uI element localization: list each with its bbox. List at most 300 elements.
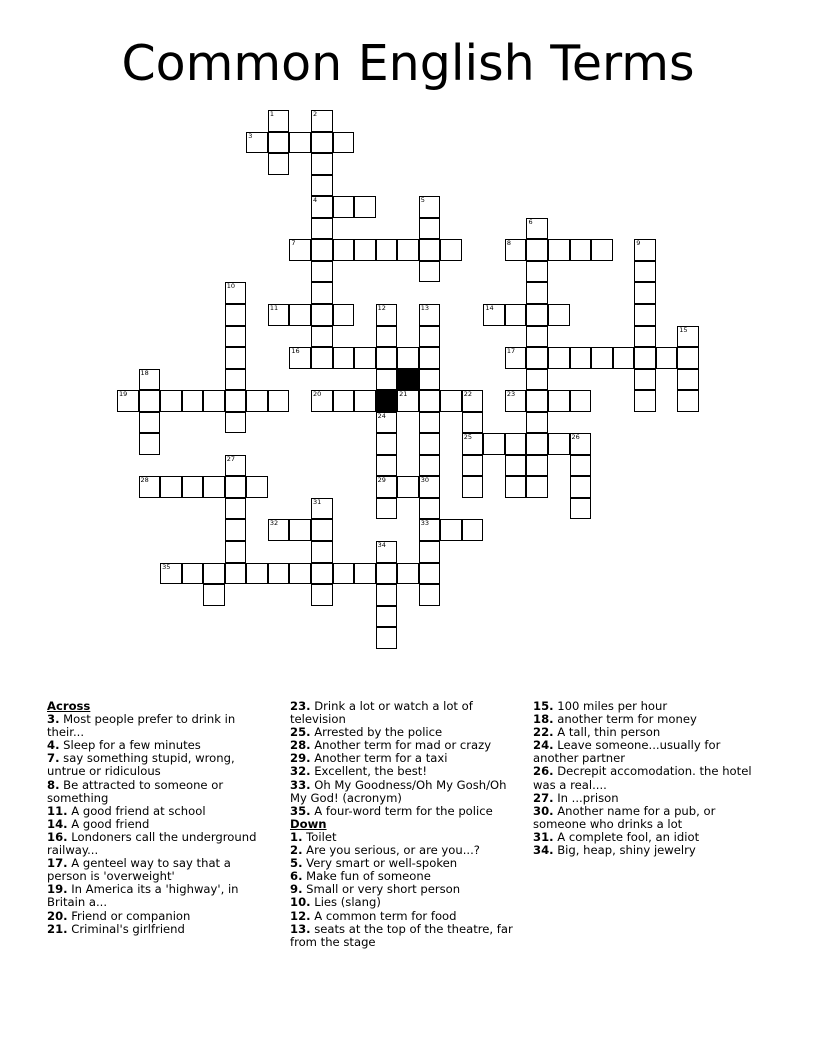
clue-number: 27 bbox=[226, 454, 236, 463]
clue-item bbox=[47, 883, 272, 909]
grid-cell[interactable] bbox=[419, 412, 441, 434]
clue-item-number: 35. bbox=[290, 803, 311, 818]
clue-number: 15 bbox=[679, 325, 688, 334]
grid-cell[interactable] bbox=[419, 239, 441, 261]
grid-cell[interactable] bbox=[268, 110, 290, 132]
grid-cell[interactable] bbox=[634, 347, 656, 369]
grid-cell[interactable] bbox=[311, 261, 333, 283]
grid-cell[interactable] bbox=[311, 282, 333, 304]
grid-cell[interactable] bbox=[397, 239, 419, 261]
grid-cell[interactable] bbox=[268, 153, 290, 175]
clue-item bbox=[290, 923, 523, 949]
puzzle-title: Common English Terms bbox=[121, 35, 695, 92]
clue-item-number: 1. bbox=[290, 829, 303, 844]
clue-item-text: Friend or companion bbox=[67, 908, 191, 923]
clue-item-number: 25. bbox=[290, 725, 311, 740]
clue-item-text: Another name for a pub, or someone who drinks a lot bbox=[533, 803, 716, 831]
grid-cell[interactable] bbox=[225, 282, 247, 304]
grid-cell[interactable] bbox=[311, 153, 333, 175]
clue-number: 4 bbox=[312, 196, 318, 205]
grid-cell[interactable] bbox=[246, 476, 268, 498]
clues-column-1 bbox=[47, 700, 272, 936]
clue-number: 5 bbox=[420, 196, 425, 205]
clue-item bbox=[47, 923, 272, 936]
clue-number: 28 bbox=[140, 476, 149, 485]
clue-item bbox=[533, 844, 763, 857]
clue-item-number: 23. bbox=[290, 699, 311, 713]
clue-number: 17 bbox=[506, 347, 516, 356]
grid-cell[interactable] bbox=[505, 239, 527, 261]
grid-cell[interactable] bbox=[526, 218, 548, 240]
grid-cell[interactable] bbox=[268, 132, 290, 154]
grid-cell[interactable] bbox=[160, 476, 182, 498]
grid-cell[interactable] bbox=[570, 498, 592, 520]
grid-cell[interactable] bbox=[289, 132, 311, 154]
clue-item-text: Criminal's girlfriend bbox=[67, 921, 185, 936]
grid-cell[interactable] bbox=[376, 498, 398, 520]
clue-item-number: 8. bbox=[47, 777, 60, 792]
grid-cell[interactable] bbox=[354, 239, 376, 261]
grid-cell[interactable] bbox=[246, 563, 268, 585]
clue-item-text: Drink a lot or watch a lot of television bbox=[290, 699, 473, 727]
grid-cell[interactable] bbox=[634, 261, 656, 283]
grid-cell[interactable] bbox=[376, 347, 398, 369]
clue-item bbox=[533, 765, 763, 791]
clue-item bbox=[290, 805, 523, 818]
grid-cell[interactable] bbox=[333, 132, 355, 154]
grid-cell[interactable] bbox=[225, 455, 247, 477]
grid-cell[interactable] bbox=[289, 304, 311, 326]
grid-cell[interactable] bbox=[526, 326, 548, 348]
grid-cell[interactable] bbox=[419, 196, 441, 218]
grid-cell[interactable] bbox=[225, 519, 247, 541]
grid-cell[interactable] bbox=[289, 563, 311, 585]
grid-cell[interactable] bbox=[225, 412, 247, 434]
grid-cell[interactable] bbox=[354, 196, 376, 218]
clue-number: 25 bbox=[463, 433, 473, 442]
grid-cell[interactable] bbox=[311, 304, 333, 326]
grid-cell[interactable] bbox=[289, 239, 311, 261]
grid-cell[interactable] bbox=[268, 390, 290, 412]
grid-cell[interactable] bbox=[203, 390, 225, 412]
grid-cell[interactable] bbox=[397, 390, 419, 412]
grid-cell[interactable] bbox=[333, 347, 355, 369]
clue-item-text: Arrested by the police bbox=[310, 725, 443, 740]
clue-item-text: Toilet bbox=[302, 829, 337, 844]
grid-cell[interactable] bbox=[419, 347, 441, 369]
grid-cell[interactable] bbox=[419, 369, 441, 391]
grid-cell[interactable] bbox=[548, 304, 570, 326]
grid-cell[interactable] bbox=[311, 498, 333, 520]
grid-cell[interactable] bbox=[526, 347, 548, 369]
clue-item-number: 24. bbox=[533, 738, 554, 753]
grid-cell[interactable] bbox=[268, 563, 290, 585]
grid-cell[interactable] bbox=[160, 563, 182, 585]
clue-item-number: 5. bbox=[290, 856, 303, 871]
black-cell bbox=[376, 390, 398, 412]
grid-cell[interactable] bbox=[139, 412, 161, 434]
grid-cell[interactable] bbox=[376, 433, 398, 455]
clue-item-text: another term for money bbox=[553, 712, 697, 727]
grid-cell[interactable] bbox=[376, 476, 398, 498]
clue-number: 26 bbox=[571, 433, 580, 442]
grid-cell[interactable] bbox=[634, 239, 656, 261]
grid-cell[interactable] bbox=[483, 304, 505, 326]
grid-cell[interactable] bbox=[139, 433, 161, 455]
grid-cell[interactable] bbox=[526, 455, 548, 477]
grid-cell[interactable] bbox=[225, 326, 247, 348]
clue-item-text: Another term for a taxi bbox=[310, 751, 448, 766]
grid-cell[interactable] bbox=[397, 347, 419, 369]
clue-item-number: 30. bbox=[533, 803, 554, 818]
grid-cell[interactable] bbox=[548, 390, 570, 412]
clue-section-heading: Across bbox=[47, 699, 91, 713]
grid-cell[interactable] bbox=[505, 433, 527, 455]
clue-number: 11 bbox=[269, 303, 279, 312]
grid-cell[interactable] bbox=[376, 606, 398, 628]
grid-cell[interactable] bbox=[634, 369, 656, 391]
clue-item-text: Decrepit accomodation. the hotel was a real.... bbox=[533, 764, 752, 792]
grid-cell[interactable] bbox=[354, 563, 376, 585]
clue-item-text: Leave someone...usually for another partner bbox=[533, 738, 721, 766]
clue-item-text: A good friend bbox=[67, 816, 150, 831]
clue-section-heading: Down bbox=[290, 816, 327, 831]
grid-cell[interactable] bbox=[311, 175, 333, 197]
clue-number: 21 bbox=[399, 390, 408, 399]
clue-item-number: 21. bbox=[47, 921, 68, 936]
grid-cell[interactable] bbox=[225, 369, 247, 391]
clue-item-number: 27. bbox=[533, 790, 554, 805]
clue-item-number: 14. bbox=[47, 816, 68, 831]
clue-item-number: 20. bbox=[47, 908, 68, 923]
grid-cell[interactable] bbox=[376, 541, 398, 563]
grid-cell[interactable] bbox=[225, 347, 247, 369]
grid-cell[interactable] bbox=[376, 369, 398, 391]
grid-cell[interactable] bbox=[311, 239, 333, 261]
grid-cell[interactable] bbox=[354, 390, 376, 412]
grid-cell[interactable] bbox=[376, 412, 398, 434]
clue-item bbox=[290, 700, 523, 726]
grid-cell[interactable] bbox=[419, 304, 441, 326]
grid-cell[interactable] bbox=[333, 390, 355, 412]
clue-number: 16 bbox=[291, 347, 300, 356]
clue-item-text: say something stupid, wrong, untrue or ridiculous bbox=[47, 751, 235, 779]
clue-item-text: In America its a 'highway', in Britain a... bbox=[47, 882, 239, 910]
clue-item-text: seats at the top of the theatre, far from the stage bbox=[290, 921, 513, 949]
grid-cell[interactable] bbox=[440, 519, 462, 541]
grid-cell[interactable] bbox=[548, 239, 570, 261]
clue-item-number: 34. bbox=[533, 843, 554, 858]
grid-cell[interactable] bbox=[505, 390, 527, 412]
grid-cell[interactable] bbox=[677, 326, 699, 348]
clue-number: 10 bbox=[226, 282, 236, 291]
grid-cell[interactable] bbox=[419, 541, 441, 563]
clue-item-number: 7. bbox=[47, 751, 60, 766]
grid-cell[interactable] bbox=[225, 390, 247, 412]
clue-item-text: Oh My Goodness/Oh My Gosh/Oh My God! (acronym) bbox=[290, 777, 507, 805]
clue-item bbox=[290, 779, 523, 805]
grid-cell[interactable] bbox=[397, 563, 419, 585]
grid-cell[interactable] bbox=[440, 390, 462, 412]
grid-cell[interactable] bbox=[591, 239, 613, 261]
clues-column-3 bbox=[533, 700, 763, 857]
clue-item-number: 28. bbox=[290, 738, 311, 753]
clue-number: 20 bbox=[312, 390, 322, 399]
clue-item bbox=[533, 739, 763, 765]
clue-item-number: 18. bbox=[533, 712, 554, 727]
grid-cell[interactable] bbox=[311, 563, 333, 585]
grid-cell[interactable] bbox=[483, 433, 505, 455]
clue-item-number: 12. bbox=[290, 908, 311, 923]
grid-cell[interactable] bbox=[311, 347, 333, 369]
clue-item-number: 15. bbox=[533, 699, 554, 713]
clue-item-text: Very smart or well-spoken bbox=[302, 856, 458, 871]
grid-cell[interactable] bbox=[419, 390, 441, 412]
clue-item bbox=[533, 805, 763, 831]
clue-item-text: Be attracted to someone or something bbox=[47, 777, 224, 805]
clue-item bbox=[47, 713, 272, 739]
grid-cell[interactable] bbox=[526, 304, 548, 326]
clue-item-number: 11. bbox=[47, 803, 68, 818]
clues-column-2 bbox=[290, 700, 523, 949]
grid-cell[interactable] bbox=[246, 390, 268, 412]
clue-number: 19 bbox=[119, 390, 128, 399]
clue-number: 6 bbox=[528, 217, 533, 226]
grid-cell[interactable] bbox=[246, 132, 268, 154]
grid-cell[interactable] bbox=[311, 390, 333, 412]
clue-item-number: 9. bbox=[290, 882, 303, 897]
clue-item-text: A complete fool, an idiot bbox=[553, 829, 700, 844]
clue-item-number: 2. bbox=[290, 843, 303, 858]
clue-item-text: A tall, thin person bbox=[553, 725, 661, 740]
grid-cell[interactable] bbox=[505, 347, 527, 369]
grid-cell[interactable] bbox=[311, 519, 333, 541]
grid-cell[interactable] bbox=[311, 541, 333, 563]
grid-cell[interactable] bbox=[117, 390, 139, 412]
grid-cell[interactable] bbox=[570, 433, 592, 455]
grid-cell[interactable] bbox=[311, 110, 333, 132]
grid-cell[interactable] bbox=[376, 304, 398, 326]
grid-cell[interactable] bbox=[656, 347, 678, 369]
clue-item-number: 16. bbox=[47, 829, 68, 844]
clue-item-number: 17. bbox=[47, 856, 68, 871]
clue-item bbox=[47, 779, 272, 805]
clue-number: 18 bbox=[140, 368, 149, 377]
grid-cell[interactable] bbox=[419, 433, 441, 455]
grid-cell[interactable] bbox=[462, 476, 484, 498]
grid-cell[interactable] bbox=[462, 412, 484, 434]
grid-cell[interactable] bbox=[419, 584, 441, 606]
grid-cell[interactable] bbox=[570, 476, 592, 498]
grid-cell[interactable] bbox=[311, 132, 333, 154]
grid-cell[interactable] bbox=[591, 347, 613, 369]
clue-number: 22 bbox=[463, 390, 473, 399]
grid-cell[interactable] bbox=[268, 519, 290, 541]
clue-number: 31 bbox=[312, 497, 322, 506]
grid-cell[interactable] bbox=[440, 239, 462, 261]
grid-cell[interactable] bbox=[311, 584, 333, 606]
grid-cell[interactable] bbox=[203, 584, 225, 606]
grid-cell[interactable] bbox=[225, 304, 247, 326]
grid-cell[interactable] bbox=[376, 239, 398, 261]
clue-number: 34 bbox=[377, 541, 386, 549]
grid-cell[interactable] bbox=[613, 347, 635, 369]
grid-cell[interactable] bbox=[311, 196, 333, 218]
grid-cell[interactable] bbox=[182, 563, 204, 585]
grid-cell[interactable] bbox=[182, 390, 204, 412]
grid-cell[interactable] bbox=[526, 476, 548, 498]
grid-cell[interactable] bbox=[333, 563, 355, 585]
grid-cell[interactable] bbox=[311, 326, 333, 348]
clue-item-number: 13. bbox=[290, 921, 311, 936]
grid-cell[interactable] bbox=[333, 196, 355, 218]
grid-cell[interactable] bbox=[376, 326, 398, 348]
grid-cell[interactable] bbox=[677, 390, 699, 412]
clue-number: 23 bbox=[506, 390, 516, 399]
grid-cell[interactable] bbox=[419, 519, 441, 541]
grid-cell[interactable] bbox=[203, 563, 225, 585]
clue-item-number: 19. bbox=[47, 882, 68, 897]
clue-item-number: 32. bbox=[290, 764, 311, 779]
grid-cell[interactable] bbox=[139, 390, 161, 412]
grid-cell[interactable] bbox=[634, 282, 656, 304]
clue-item-number: 26. bbox=[533, 764, 554, 779]
black-cell bbox=[397, 369, 419, 391]
grid-cell[interactable] bbox=[462, 519, 484, 541]
clue-item-text: Are you serious, or are you...? bbox=[302, 843, 480, 858]
clue-number: 3 bbox=[248, 131, 253, 140]
clue-number: 14 bbox=[485, 303, 494, 312]
grid-cell[interactable] bbox=[376, 627, 398, 649]
grid-cell[interactable] bbox=[203, 476, 225, 498]
clue-item-number: 3. bbox=[47, 712, 60, 727]
grid-cell[interactable] bbox=[505, 476, 527, 498]
grid-cell[interactable] bbox=[419, 563, 441, 585]
clue-item-text: A common term for food bbox=[310, 908, 457, 923]
grid-cell[interactable] bbox=[462, 390, 484, 412]
grid-cell[interactable] bbox=[570, 455, 592, 477]
grid-cell[interactable] bbox=[570, 390, 592, 412]
clue-number: 2 bbox=[312, 110, 318, 118]
clue-item bbox=[47, 857, 272, 883]
clue-item-text: A four-word term for the police bbox=[310, 803, 493, 818]
grid-cell[interactable] bbox=[570, 239, 592, 261]
clue-item-number: 4. bbox=[47, 738, 60, 753]
grid-cell[interactable] bbox=[333, 239, 355, 261]
clue-item-text: Make fun of someone bbox=[302, 869, 431, 884]
grid-cell[interactable] bbox=[419, 476, 441, 498]
grid-cell[interactable] bbox=[268, 304, 290, 326]
grid-cell[interactable] bbox=[419, 326, 441, 348]
grid-cell[interactable] bbox=[505, 455, 527, 477]
clue-item-text: A good friend at school bbox=[67, 803, 206, 818]
grid-cell[interactable] bbox=[634, 390, 656, 412]
grid-cell[interactable] bbox=[526, 412, 548, 434]
grid-cell[interactable] bbox=[397, 476, 419, 498]
clue-number: 33 bbox=[420, 519, 429, 528]
grid-cell[interactable] bbox=[225, 476, 247, 498]
clue-item-text: Lies (slang) bbox=[310, 895, 381, 910]
grid-cell[interactable] bbox=[225, 541, 247, 563]
grid-cell[interactable] bbox=[333, 304, 355, 326]
clue-item-text: In ...prison bbox=[553, 790, 619, 805]
grid-cell[interactable] bbox=[354, 347, 376, 369]
grid-cell[interactable] bbox=[570, 347, 592, 369]
clue-item-text: Another term for mad or crazy bbox=[310, 738, 492, 753]
grid-cell[interactable] bbox=[548, 433, 570, 455]
clue-number: 29 bbox=[377, 476, 386, 485]
grid-cell[interactable] bbox=[462, 455, 484, 477]
clue-item-text: 100 miles per hour bbox=[553, 699, 668, 713]
grid-cell[interactable] bbox=[677, 369, 699, 391]
grid-cell[interactable] bbox=[526, 282, 548, 304]
grid-cell[interactable] bbox=[289, 519, 311, 541]
grid-cell[interactable] bbox=[376, 563, 398, 585]
grid-cell[interactable] bbox=[419, 455, 441, 477]
grid-cell[interactable] bbox=[182, 476, 204, 498]
grid-cell[interactable] bbox=[677, 347, 699, 369]
clue-item-number: 10. bbox=[290, 895, 311, 910]
clue-number: 32 bbox=[269, 519, 279, 528]
grid-cell[interactable] bbox=[225, 563, 247, 585]
grid-cell[interactable] bbox=[289, 347, 311, 369]
clue-number: 13 bbox=[420, 303, 429, 312]
clue-number: 24 bbox=[377, 411, 386, 420]
grid-cell[interactable] bbox=[376, 584, 398, 606]
grid-cell[interactable] bbox=[419, 218, 441, 240]
clue-item-number: 33. bbox=[290, 777, 311, 792]
clue-item-text: Excellent, the best! bbox=[310, 764, 427, 779]
clue-item-text: Most people prefer to drink in their... bbox=[47, 712, 236, 740]
clue-item-text: Big, heap, shiny jewelry bbox=[553, 843, 696, 858]
clue-number: 8 bbox=[506, 239, 512, 248]
grid-cell[interactable] bbox=[160, 390, 182, 412]
clue-item-number: 22. bbox=[533, 725, 554, 740]
grid-cell[interactable] bbox=[634, 304, 656, 326]
clue-item-number: 31. bbox=[533, 829, 554, 844]
clue-item-text: A genteel way to say that a person is 'overweight' bbox=[47, 856, 231, 884]
clue-item bbox=[47, 752, 272, 778]
clue-number: 7 bbox=[291, 239, 296, 248]
grid-cell[interactable] bbox=[376, 455, 398, 477]
clue-number: 9 bbox=[636, 239, 641, 248]
clue-number: 12 bbox=[377, 303, 386, 312]
grid-cell[interactable] bbox=[634, 326, 656, 348]
grid-cell[interactable] bbox=[548, 347, 570, 369]
grid-cell[interactable] bbox=[311, 218, 333, 240]
clue-item-text: Sleep for a few minutes bbox=[59, 738, 201, 753]
clue-item-number: 29. bbox=[290, 751, 311, 766]
clue-number: 35 bbox=[162, 562, 171, 571]
grid-cell[interactable] bbox=[526, 239, 548, 261]
grid-cell[interactable] bbox=[419, 498, 441, 520]
grid-cell[interactable] bbox=[462, 433, 484, 455]
clue-item-text: Londoners call the underground railway... bbox=[47, 829, 257, 858]
grid-cell[interactable] bbox=[419, 261, 441, 283]
grid-cell[interactable] bbox=[225, 498, 247, 520]
clue-item bbox=[47, 831, 272, 857]
clue-item-number: 6. bbox=[290, 869, 303, 884]
grid-cell[interactable] bbox=[139, 476, 161, 498]
grid-cell[interactable] bbox=[505, 304, 527, 326]
clue-number: 1 bbox=[269, 110, 274, 118]
grid-cell[interactable] bbox=[526, 261, 548, 283]
grid-cell[interactable] bbox=[526, 369, 548, 391]
grid-cell[interactable] bbox=[139, 369, 161, 391]
grid-cell[interactable] bbox=[526, 433, 548, 455]
grid-cell[interactable] bbox=[526, 390, 548, 412]
clue-number: 30 bbox=[420, 476, 429, 485]
